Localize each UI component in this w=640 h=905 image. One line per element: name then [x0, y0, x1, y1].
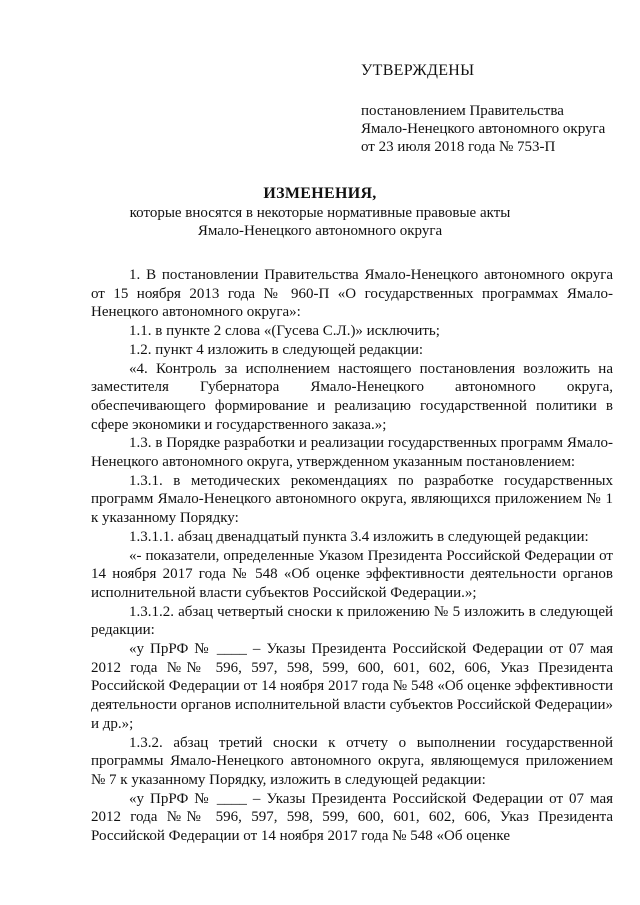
paragraph-1-3-1-1: 1.3.1.1. абзац двенадцатый пункта 3.4 изложить в следующей редакции:	[129, 528, 589, 545]
approval-line-2: Ямало-Ненецкого автономного округа	[361, 121, 606, 137]
document-title: ИЗМЕНЕНИЯ,	[263, 185, 377, 202]
document-body	[91, 266, 613, 846]
paragraph-1-3-1-2: 1.3.1.2. абзац четвертый сноски к приложению № 5 изложить в следующей редакции:	[91, 603, 613, 639]
approval-block	[361, 62, 621, 156]
approval-heading: УТВЕРЖДЕНЫ	[361, 62, 475, 79]
paragraph-quote-footnote-1: «у ПрРФ № ____ – Указы Президента Российской Федерации от 07 мая 2012 года №№ 596, 597, 598, 599, 600, 601, 602, 606, Указ Президента Российской Федерации от 14 ноября 2017 года № 548 «Об оценке эффективности деятельности органов исполнительной власти субъектов Российской Федерации» и др.»;	[91, 641, 613, 732]
paragraph-1: 1. В постановлении Правительства Ямало-Ненецкого автономного округа от 15 ноября 2013 года № 960-П «О государственных программах Ямало-Ненецкого автономного округа»:	[91, 267, 613, 321]
paragraph-1-3: 1.3. в Порядке разработки и реализации государственных программ Ямало-Ненецкого автономного округа, утвержденном указанным постановлением:	[91, 435, 613, 471]
paragraph-quote-4: «4. Контроль за исполнением настоящего постановления возложить на заместителя Губернатора Ямало-Ненецкого автономного округа, обеспечивающего формирование и реализацию государственной политики в сфере экономики и государственного заказа.»;	[91, 360, 613, 433]
paragraph-quote-indicators: «- показатели, определенные Указом Президента Российской Федерации от 14 ноября 2017 года № 548 «Об оценке эффективности деятельности органов исполнительной власти субъектов Российской Федерации.»;	[91, 547, 613, 601]
document-subtitle-2: Ямало-Ненецкого автономного округа	[197, 223, 443, 239]
approval-line-3: от 23 июля 2018 года № 753-П	[361, 139, 556, 155]
paragraph-1-2: 1.2. пункт 4 изложить в следующей редакции:	[129, 341, 424, 358]
paragraph-1-3-1: 1.3.1. в методических рекомендациях по разработке государственных программ Ямало-Ненецкого автономного округа, являющихся приложением № 1 к указанному Порядку:	[91, 472, 613, 527]
approval-line-1: постановлением Правительства	[361, 103, 564, 119]
paragraph-1-1: 1.1. в пункте 2 слова «(Гусева С.Л.)» исключить;	[129, 323, 440, 340]
paragraph-quote-footnote-2: «у ПрРФ № ____ – Указы Президента Российской Федерации от 07 мая 2012 года №№ 596, 597, 598, 599, 600, 601, 602, 606, Указ Президента Российской Федерации от 14 ноября 2017 года № 548 «Об оценке	[91, 790, 613, 845]
paragraph-1-3-2: 1.3.2. абзац третий сноски к отчету о выполнении государственной программы Ямало-Ненецкого автономного округа, являющемуся приложением № 7 к указанному Порядку, изложить в следующей редакции:	[91, 734, 613, 788]
document-heading	[0, 184, 640, 240]
document-subtitle-1: которые вносятся в некоторые нормативные правовые акты	[129, 205, 511, 221]
